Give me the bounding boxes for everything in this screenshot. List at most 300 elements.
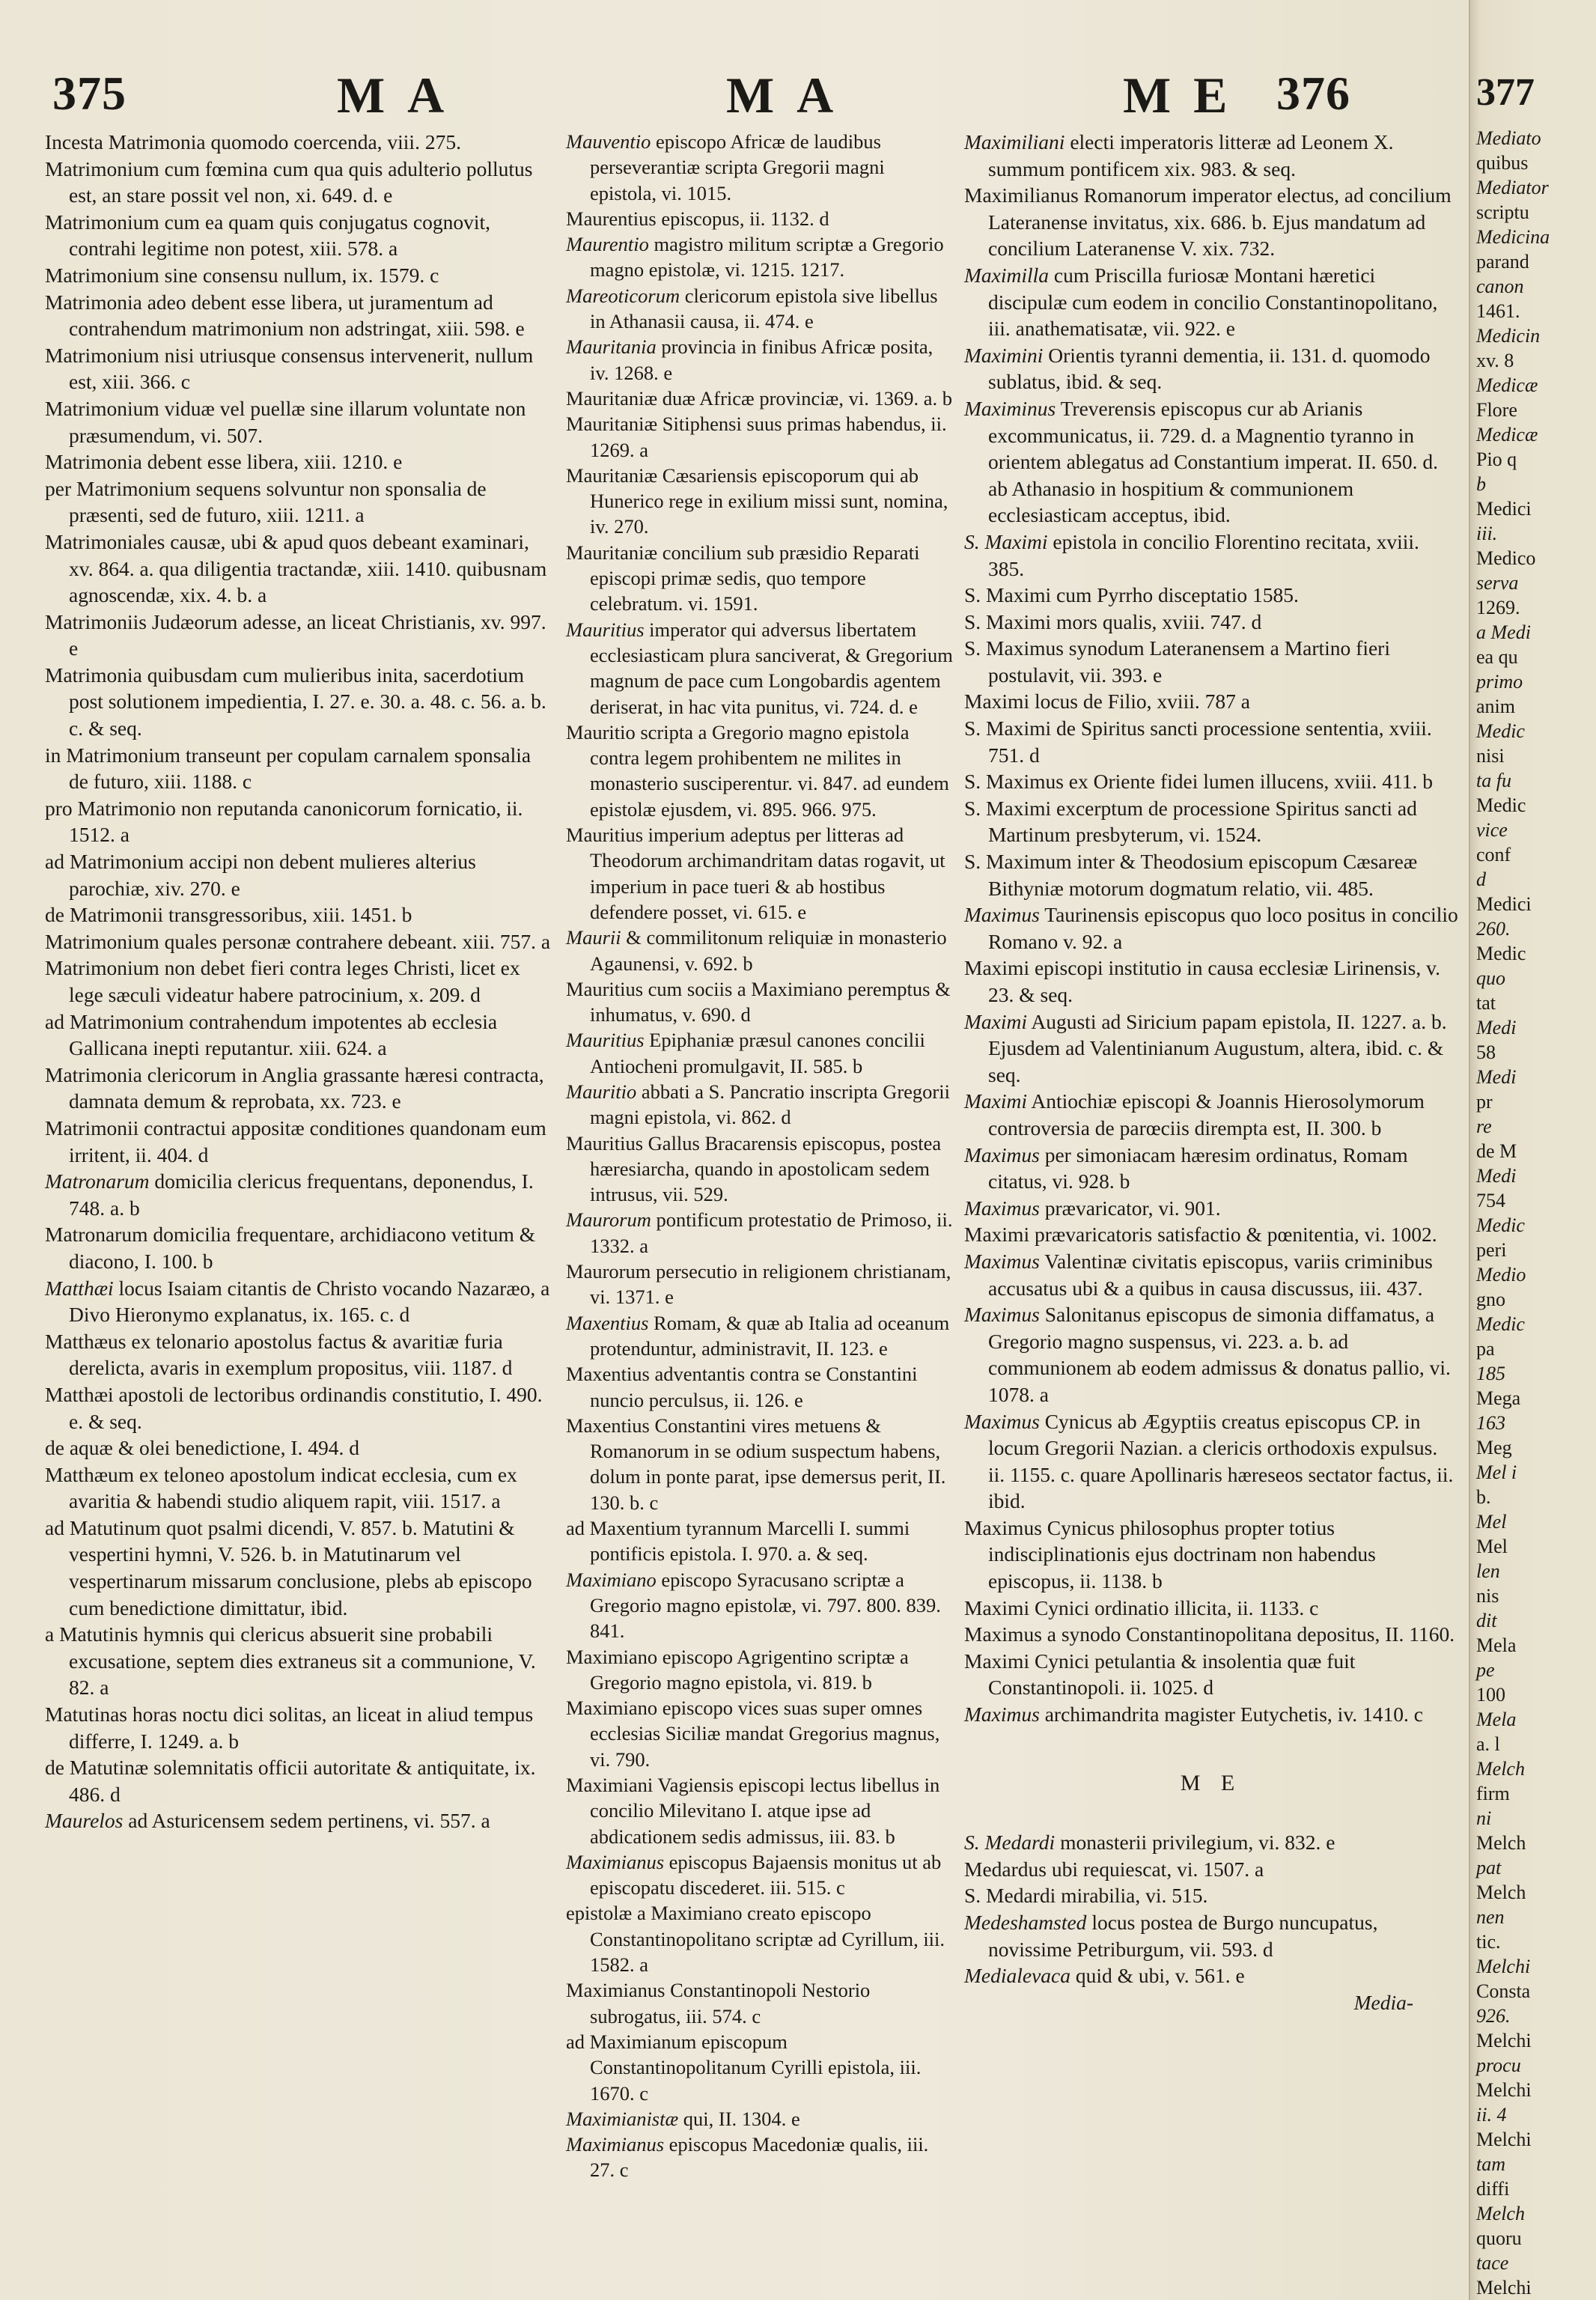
entry-text: Matrimoniis Judæorum adesse, an liceat Christianis, xv. 997. e (45, 609, 546, 660)
next-page-fragment: 926. (1476, 2005, 1511, 2027)
index-entry (45, 1515, 554, 1621)
entry-text: Mauritius Gallus Bracarensis episcopus, postea hæresiarcha, quando in apostolicam sedem intrusus, vii. 529. (566, 1131, 942, 1206)
next-page-number: 377 (1476, 71, 1535, 114)
index-entry (566, 1695, 955, 1772)
index-entry (45, 1701, 554, 1754)
next-page-fragment: nis (1476, 1585, 1499, 1607)
entry-text: episcopo Syracusano scriptæ a Gregorio magno epistolæ, vi. 797. 800. 839. 841. (590, 1568, 941, 1643)
index-entry (566, 411, 955, 463)
index-entry (964, 582, 1458, 609)
entry-text: Maximi locus de Filio, xviii. 787 a (964, 690, 1250, 714)
index-entry (566, 1515, 955, 1567)
entry-text: Matrimonium nisi utriusque consensus intervenerit, nullum est, xiii. 366. c (45, 343, 534, 394)
index-entry (964, 1301, 1458, 1408)
entry-text: Matrimonium non debet fieri contra leges Christi, licet ex lege sæculi videatur habere patrocinium, x. 209. d (45, 956, 520, 1006)
entry-headword: Maximus (964, 1249, 1040, 1273)
entry-text: Matrimonii contractui appositæ conditiones quandonam eum irritent, ii. 404. d (45, 1116, 546, 1166)
entry-headword: Maurorum (566, 1208, 651, 1232)
index-entry (566, 1977, 955, 2029)
index-entry (45, 1807, 554, 1834)
entry-text: imperator qui adversus libertatem ecclesiasticam plura sanciverat, & Gregorium magnum de pace cum Longobardis agentem deriserat, in hac vita punitus, vi. 724. d. e (590, 618, 953, 718)
entry-text: Matrimonia debent esse libera, xiii. 1210. e (45, 450, 403, 474)
next-page-fragment: Mega (1476, 1387, 1521, 1409)
next-page-fragment: Medic (1476, 1313, 1525, 1335)
index-entry (566, 334, 955, 386)
next-page-fragment: Melchi (1476, 2079, 1532, 2101)
next-page-fragment: ta fu (1476, 770, 1511, 791)
next-page-fragment: quoru (1476, 2227, 1522, 2249)
index-entry (566, 540, 955, 617)
index-entry (45, 1115, 554, 1168)
index-entry (964, 129, 1458, 182)
next-page-fragment: firm (1476, 1783, 1510, 1804)
index-entry (964, 1909, 1458, 1962)
next-page-fragment: conf (1476, 844, 1511, 865)
entry-text: Matthæus ex telonario apostolus factus & avaritiæ furia derelicta, avaris in exemplum propositus, viii. 1187. d (45, 1329, 513, 1380)
entry-headword: Maurelos (45, 1809, 124, 1833)
entry-headword: Maximiliani (964, 130, 1065, 153)
next-page-fragment: Medico (1476, 547, 1536, 569)
entry-text: monasterii privilegium, vi. 832. e (1055, 1831, 1335, 1855)
entry-headword: Mauritio (566, 1080, 637, 1103)
entry-text: Mauritaniæ concilium sub præsidio Reparati episcopi primæ sedis, quo tempore celebratum. vi. 1591. (566, 541, 920, 615)
entry-text: Matrimonia adeo debent esse libera, ut juramentum ad contrahendum matrimonium non adstringat, xiii. 598. e (45, 290, 525, 341)
next-page-fragment: tace (1476, 2252, 1509, 2274)
entry-text: Matrimonia quibusdam cum mulieribus inita, sacerdotium post solutionem impedientia, I. 27. e. 30. a. 48. c. 56. a. b. c. & seq. (45, 663, 546, 740)
next-page-fragment: primo (1476, 671, 1523, 693)
next-page-fragment: a. l (1476, 1733, 1500, 1755)
index-entry (964, 1515, 1458, 1595)
index-entry (566, 719, 955, 822)
entry-headword: Medialevaca (964, 1964, 1071, 1988)
entry-text: Maximiani Vagiensis episcopi lectus libellus in concilio Milevitano I. atque ipse ad abdicationem sedis admissus, iii. 83. b (566, 1774, 940, 1848)
next-page-fragment: 100 (1476, 1684, 1505, 1706)
entry-text: Matrimoniales causæ, ubi & apud quos debeant examinari, xv. 864. a. qua diligentia tractandæ, xiii. 1410. quibusnam agnoscendæ, xix. 4. b. a (45, 529, 547, 607)
next-page-fragment: serva (1476, 572, 1519, 594)
next-page-fragment: Mediato (1476, 127, 1541, 149)
entry-headword: Maximus (964, 1303, 1040, 1327)
entry-headword: Maurii (566, 926, 621, 949)
index-entry (964, 1856, 1458, 1883)
next-page-fragment: 260. (1476, 918, 1511, 940)
entry-text: Matthæum ex teloneo apostolum indicat ecclesia, cum ex avaritia & habendi studio aliquem rapit, viii. 1517. a (45, 1462, 517, 1513)
entry-headword: Maxentius (566, 1311, 649, 1334)
index-entry (964, 1882, 1458, 1909)
entry-text: ad Maxentium tyrannum Marcelli I. summi pontificis epistola. I. 970. a. & seq. (566, 1517, 910, 1566)
next-page-fragment: diffi (1476, 2178, 1510, 2200)
index-entry (566, 283, 955, 335)
index-entry (964, 262, 1458, 342)
index-entry (45, 262, 554, 289)
index-entry (45, 209, 554, 262)
entry-text: domicilia clericus frequentans, deponendus, I. 748. a. b (69, 1169, 534, 1220)
index-entry (964, 342, 1458, 395)
entry-text: provincia in finibus Africæ posita, iv. 1268. e (590, 335, 933, 384)
entry-headword: Maximus (964, 1143, 1040, 1166)
next-page-fragment: Flore (1476, 399, 1517, 421)
index-entry (566, 1259, 955, 1310)
index-entry (45, 1221, 554, 1274)
next-page-fragment: d (1476, 868, 1486, 890)
entry-text: clericorum epistola sive libellus in Athanasii causa, ii. 474. e (590, 284, 938, 333)
next-page-fragment: Medi (1476, 1017, 1517, 1038)
entry-text: Romam, & quæ ab Italia ad oceanum protenduntur, administravit, II. 123. e (590, 1311, 950, 1360)
entry-text: S. Medardi mirabilia, vi. 515. (964, 1884, 1208, 1908)
entry-text: Mauritaniæ duæ Africæ provinciæ, vi. 1369. a. b (566, 386, 952, 410)
next-page-fragment: Medicæ (1476, 374, 1538, 396)
index-entry (45, 156, 554, 209)
index-entry (45, 848, 554, 901)
index-entry (964, 848, 1458, 901)
index-entry (566, 1310, 955, 1362)
index-entry (964, 1829, 1458, 1856)
next-page-fragment: len (1476, 1560, 1500, 1582)
index-entry (45, 289, 554, 342)
next-page-fragment: ii. 4 (1476, 2104, 1507, 2126)
next-page-fragment: procu (1476, 2054, 1521, 2076)
next-page-fragment: canon (1476, 276, 1524, 297)
index-entry (45, 1754, 554, 1807)
entry-text: Maximi prævaricatoris satisfactio & pœnitentia, vi. 1002. (964, 1223, 1437, 1247)
next-page-fragment: Melchi (1476, 2129, 1532, 2150)
index-entry (964, 1142, 1458, 1195)
next-page-fragment: Meg (1476, 1437, 1512, 1458)
entry-text: Maxentius Constantini vires metuens & Romanorum in se odium suspectum habens, dolum in ponte parat, ipse demersus perit, II. 130. b. c (566, 1414, 946, 1514)
entry-text: Maximiano episcopo Agrigentino scriptæ a Gregorio magno epistola, vi. 819. b (566, 1645, 909, 1694)
entry-headword: Maximus (964, 1196, 1040, 1220)
next-page-fragment: Mediator (1476, 177, 1549, 198)
entry-headword: Mauritius (566, 1029, 645, 1052)
index-entry (964, 1221, 1458, 1248)
index-column-left (45, 129, 554, 1834)
index-entry (45, 901, 554, 928)
entry-text: Maximi episcopi institutio in causa ecclesiæ Lirinensis, v. 23. & seq. (964, 956, 1440, 1006)
index-entry (45, 395, 554, 448)
index-entry (45, 129, 554, 156)
index-entry (566, 2132, 955, 2183)
index-entry (964, 1248, 1458, 1301)
adjacent-page-edge (1469, 0, 1550, 2300)
next-page-fragment: pa (1476, 1338, 1495, 1360)
index-entry (45, 955, 554, 1008)
next-page-fragment: Mel i (1476, 1461, 1517, 1483)
index-entry (964, 529, 1458, 582)
entry-text: ad Matrimonium accipi non debent mulieres alterius parochiæ, xiv. 270. e (45, 850, 476, 900)
index-entry (45, 1461, 554, 1515)
next-page-fragment: Medicæ (1476, 424, 1538, 445)
right-page-number: 376 (1276, 67, 1350, 120)
next-page-fragment: Melchi (1476, 1956, 1531, 1977)
next-page-fragment: a Medi (1476, 621, 1531, 643)
next-page-fragment: Mela (1476, 1634, 1517, 1656)
entry-text: Mauritius imperium adeptus per litteras ad Theodorum archimandritam datas rogavit, ut imperium in pace tueri & ab hostibus defendere posset, vi. 615. e (566, 824, 945, 923)
entry-text: Epiphaniæ præsul canones concilii Antiocheni promulgavit, II. 585. b (590, 1029, 925, 1077)
entry-text: Maximus a synodo Constantinopolitana depositus, II. 1160. (964, 1622, 1455, 1646)
index-entry (566, 1772, 955, 1849)
entry-text: epistolæ a Maximiano creato episcopo Constantinopolitano scriptæ ad Cyrillum, iii. 1582. a (566, 1902, 945, 1977)
entry-headword: Maximi (964, 1009, 1028, 1033)
entry-text: Maximianus Constantinopoli Nestorio subrogatus, iii. 574. c (566, 1979, 871, 2027)
index-entry (964, 715, 1458, 768)
entry-text: Maximilianus Romanorum imperator electus, ad concilium Lateranense invitatus, xix. 686. b. Ejus mandatum ad concilium Lateranense V. xix. 732. (964, 183, 1452, 261)
index-entry (964, 688, 1458, 715)
index-entry (964, 1195, 1458, 1222)
next-page-fragment: scriptu (1476, 201, 1529, 223)
index-entry (566, 1644, 955, 1696)
next-page-fragment: re (1476, 1116, 1492, 1137)
index-entry (964, 768, 1458, 795)
entry-headword: Maximianus (566, 2133, 665, 2156)
entry-text: Matthæi apostoli de lectoribus ordinandis constitutio, I. 490. e. & seq. (45, 1382, 543, 1433)
entry-text: magistro militum scriptæ a Gregorio magno epistolæ, vi. 1215. 1217. (590, 233, 944, 282)
next-page-fragment: 163 (1476, 1412, 1505, 1434)
entry-text: Matrimonia clericorum in Anglia grassante hæresi contracta, damnata demum & reprobata, xx. 723. e (45, 1062, 544, 1113)
next-page-fragment: anim (1476, 696, 1515, 717)
index-entry (964, 182, 1458, 262)
next-page-fragment: Mela (1476, 1709, 1517, 1730)
index-entry (566, 206, 955, 231)
index-entry (964, 395, 1458, 529)
index-entry (45, 1381, 554, 1435)
index-entry (45, 662, 554, 742)
entry-text: epistola in concilio Florentino recitata, xviii. 385. (988, 529, 1419, 580)
entry-text: Medardus ubi requiescat, vi. 1507. a (964, 1857, 1264, 1881)
next-page-fragment: tic. (1476, 1931, 1501, 1953)
entry-text: pro Matrimonio non reputanda canonicorum fornicatio, ii. 1512. a (45, 796, 523, 847)
index-entry (566, 1900, 955, 1977)
next-page-fragment: Medicin (1476, 325, 1541, 347)
entry-text: qui, II. 1304. e (678, 2107, 800, 2130)
next-page-fragment: 58 (1476, 1041, 1496, 1063)
entry-headword: Maximus (964, 1703, 1040, 1726)
next-page-fragment: Medic (1476, 720, 1525, 742)
entry-text: Maxentius adventantis contra se Constantini nuncio perculsus, ii. 126. e (566, 1363, 918, 1411)
entry-text: Treverensis episcopus cur ab Arianis excommunicatus, ii. 729. d. a Magnentio tyranno in orientem ablegatus ad Constantium imperat. II. 650. d. ab Athanasio in hospitium & communionem ecclesiasticam acceptus, ibid. (988, 396, 1439, 527)
entry-text: abbati a S. Pancratio inscripta Gregorii magni epistola, vi. 862. d (590, 1080, 950, 1129)
index-entry (45, 795, 554, 848)
next-page-fragment: vice (1476, 819, 1508, 841)
entry-headword: Mauritania (566, 335, 657, 359)
entry-headword: Maximiano (566, 1568, 657, 1591)
entry-text: de Matrimonii transgressoribus, xiii. 1451. b (45, 903, 412, 927)
index-entry (964, 1595, 1458, 1622)
index-entry (566, 1413, 955, 1515)
next-page-fragment: 754 (1476, 1190, 1505, 1211)
entry-text: Maximi Cynici ordinatio illicita, ii. 1133. c (964, 1595, 1319, 1619)
entry-text: S. Maximus synodum Lateranensem a Martino fieri postulavit, vii. 393. e (964, 636, 1390, 687)
next-page-fragment: Pio q (1476, 448, 1517, 470)
next-page-fragment: quibus (1476, 152, 1529, 174)
index-entry (566, 1361, 955, 1413)
entry-text: & commilitonum reliquiæ in monasterio Agaunensi, v. 692. b (590, 926, 947, 975)
next-page-fragment: pe (1476, 1659, 1495, 1681)
next-page-fragment: Mel (1476, 1511, 1507, 1533)
entry-text: archimandrita magister Eutychetis, iv. 1410. c (1039, 1703, 1423, 1726)
index-entry (566, 976, 955, 1028)
next-page-fragment: Medio (1476, 1264, 1526, 1286)
next-page-fragment: b. (1476, 1486, 1491, 1508)
entry-text: S. Maximi excerptum de processione Spiritus sancti ad Martinum presbyterum, vi. 1524. (964, 796, 1417, 847)
left-running-head: MA (337, 67, 467, 124)
index-entry (566, 925, 955, 976)
index-column-center (566, 129, 955, 2183)
next-page-fragment: dit (1476, 1610, 1497, 1631)
next-page-fragment: 1461. (1476, 300, 1520, 322)
entry-text: S. Maximi mors qualis, xviii. 747. d (964, 609, 1262, 633)
entry-text: Mauritaniæ Sitiphensi suus primas habendus, ii. 1269. a (566, 413, 947, 461)
index-entry (45, 342, 554, 395)
next-page-fragment: nisi (1476, 745, 1505, 767)
entry-headword: Maximinus (964, 396, 1056, 420)
next-page-fragment: Consta (1476, 1980, 1531, 2002)
next-page-fragment: quo (1476, 967, 1505, 989)
index-entry (566, 1849, 955, 1901)
index-entry (45, 1328, 554, 1381)
entry-text: a Matutinis hymnis qui clericus absuerit sine probabili excusatione, septem dies extraneus sit a communione, V. 82. a (45, 1622, 536, 1700)
entry-text: Matrimonium sine consensu nullum, ix. 1579. c (45, 263, 439, 287)
index-entry (964, 1008, 1458, 1089)
index-entry (566, 1567, 955, 1644)
index-entry (964, 1648, 1458, 1701)
entry-text: ad Matutinum quot psalmi dicendi, V. 857. b. Matutini & vespertini hymni, V. 526. b. in Matutinarum vel vespertinarum missarum conclusione, plebs ab episcopo cum benedictione dimittatur, ibid. (45, 1515, 532, 1619)
next-page-fragment: b (1476, 473, 1486, 495)
entry-text: cum Priscilla furiosæ Montani hæretici discipulæ cum eodem in concilio Constantinopolitano, iii. anathematisatæ, vii. 922. e (988, 263, 1438, 341)
right-running-head: ME (1123, 67, 1250, 124)
entry-text: Matrimonium viduæ vel puellæ sine illarum voluntate non præsumendum, vi. 507. (45, 396, 526, 447)
entry-headword: Mauventio (566, 130, 651, 153)
entry-headword: Maximi (964, 1089, 1028, 1113)
entry-text: S. Maximi cum Pyrrho disceptatio 1585. (964, 583, 1299, 607)
entry-headword: S. Medardi (964, 1831, 1056, 1855)
index-entry (964, 1088, 1458, 1141)
next-page-fragment: Medici (1476, 893, 1532, 915)
entry-headword: Mareoticorum (566, 284, 680, 307)
index-entry (964, 1408, 1458, 1515)
next-page-fragment: de M (1476, 1140, 1517, 1162)
entry-headword: Mauritius (566, 618, 645, 641)
entry-text: Maurorum persecutio in religionem christianam, vi. 1371. e (566, 1260, 951, 1309)
index-entry (964, 1962, 1458, 1989)
next-page-fragment: ni (1476, 1807, 1492, 1829)
entry-text: episcopo Africæ de laudibus perseverantiæ scripta Gregorii magni epistola, vi. 1015. (590, 130, 885, 204)
next-page-fragment: ea qu (1476, 646, 1518, 668)
index-entry (45, 609, 554, 662)
entry-text: per simoniacam hæresim ordinatus, Romam citatus, vi. 928. b (988, 1143, 1408, 1193)
next-page-fragment: Mel (1476, 1536, 1508, 1557)
next-page-fragment: tat (1476, 992, 1496, 1014)
index-entry (45, 1435, 554, 1461)
entry-text: Cynicus ab Ægyptiis creatus episcopus CP. in locum Gregorii Nazian. a clericis orthodoxis expulsus. ii. 1155. c. quare Apollinaris hæreseos sectator factus, ii. ibid. (988, 1409, 1454, 1513)
next-page-fragment: Melchi (1476, 2277, 1532, 2299)
next-page-fragment: pr (1476, 1091, 1493, 1113)
index-entry (45, 1275, 554, 1328)
entry-text: Matrimonium quales personæ contrahere debeant. xiii. 757. a (45, 929, 551, 953)
index-entry (964, 1621, 1458, 1648)
left-page-number: 375 (52, 67, 127, 120)
entry-headword: Maximini (964, 343, 1044, 367)
next-page-fragment: Melch (1476, 1832, 1526, 1854)
index-entry (964, 635, 1458, 688)
next-page-fragment: Medic (1476, 794, 1526, 816)
index-entry (45, 1621, 554, 1701)
entry-text: Matutinas horas noctu dici solitas, an liceat in aliud tempus differre, I. 1249. a. b (45, 1703, 534, 1753)
entry-headword: Maximianistæ (566, 2107, 679, 2130)
index-entry (964, 955, 1458, 1008)
index-entry (964, 609, 1458, 636)
next-page-fragment: 185 (1476, 1363, 1505, 1384)
entry-text: pontificum protestatio de Primoso, ii. 1332. a (590, 1208, 953, 1257)
next-page-fragment: Melchi (1476, 2030, 1532, 2051)
entry-text: episcopus Bajaensis monitus ut ab episcopatu discederet. iii. 515. c (590, 1850, 942, 1899)
entry-text: ad Maximianum episcopum Constantinopolitanum Cyrilli epistola, iii. 1670. c (566, 2030, 922, 2105)
index-entry (566, 463, 955, 540)
next-page-fragment: Melch (1476, 1758, 1525, 1780)
index-entry (45, 742, 554, 795)
entry-text: episcopus Macedoniæ qualis, iii. 27. c (590, 2133, 929, 2182)
entry-text: ad Asturicensem sedem pertinens, vi. 557. a (123, 1809, 490, 1833)
entry-text: Maurentius episcopus, ii. 1132. d (566, 207, 829, 230)
entry-text: locus Isaiam citantis de Christo vocando Nazaræo, a Divo Hieronymo explanatus, ix. 165. c. d (69, 1276, 550, 1327)
entry-text: electi imperatoris litteræ ad Leonem X. summum pontificem xix. 983. & seq. (988, 130, 1394, 180)
entry-text: de Matutinæ solemnitatis officii autoritate & antiquitate, ix. 486. d (45, 1756, 536, 1806)
index-entry (45, 448, 554, 475)
next-page-fragment: gno (1476, 1289, 1505, 1310)
next-page-fragment: xv. 8 (1476, 350, 1514, 371)
index-entry (566, 617, 955, 719)
next-page-fragment: peri (1476, 1239, 1507, 1261)
index-entry (964, 901, 1458, 955)
entry-headword: Maurentio (566, 233, 649, 256)
next-page-fragments (1476, 126, 1596, 2300)
entry-text: ad Matrimonium contrahendum impotentes ab ecclesia Gallicana inepti reputantur. xiii. 624. a (45, 1009, 498, 1060)
next-page-fragment: Melch (1476, 2203, 1525, 2224)
next-page-fragment: Melch (1476, 1881, 1526, 1903)
entry-headword: S. Maximi (964, 529, 1048, 553)
entry-text: prævaricator, vi. 901. (1039, 1196, 1221, 1220)
entry-text: Maximiano episcopo vices suas super omnes ecclesias Siciliæ mandat Gregorius magnus, vi. 790. (566, 1697, 940, 1771)
entry-text: locus postea de Burgo nuncupatus, novissime Petriburgum, vii. 593. d (988, 1911, 1378, 1961)
next-page-fragment: Medicina (1476, 226, 1550, 248)
next-page-fragment: Medi (1476, 1165, 1517, 1187)
index-entry (566, 2029, 955, 2106)
next-page-fragment: parand (1476, 251, 1529, 273)
next-page-fragment: Medi (1476, 1066, 1517, 1088)
next-page-fragment: Medici (1476, 498, 1532, 520)
entry-text: in Matrimonium transeunt per copulam carnalem sponsalia de futuro, xiii. 1188. c (45, 743, 532, 794)
next-page-fragment: 1269. (1476, 597, 1520, 618)
index-entry (45, 1062, 554, 1115)
entry-text: Valentinæ civitatis episcopus, variis criminibus accusatus ubi & a quibus in causa discussus, iii. 437. (988, 1249, 1433, 1300)
entry-text: Matronarum domicilia frequentare, archidiacono vetitum & diacono, I. 100. b (45, 1223, 536, 1273)
index-entry (45, 1008, 554, 1062)
entry-text: Maximi Cynici petulantia & insolentia quæ fuit Constantinopoli. ii. 1025. d (964, 1649, 1356, 1700)
entry-text: Augusti ad Siricium papam epistola, II. 1227. a. b. Ejusdem ad Valentinianum Augustum, altera, ibid. c. & seq. (988, 1009, 1447, 1086)
entry-text: Salonitanus episcopus de simonia diffamatus, a Gregorio magno suspensus, vi. 223. a. b. ad communionem ab eodem admissus & donatus pallio, vi. 1078. a (988, 1303, 1451, 1406)
index-entry (45, 928, 554, 955)
index-column-right (964, 129, 1458, 2015)
index-entry (964, 795, 1458, 848)
entry-text: Mauritaniæ Cæsariensis episcoporum qui ab Hunerico rege in exilium missi sunt, nomina, iv. 270. (566, 463, 948, 538)
next-page-fragment: nen (1476, 1906, 1505, 1928)
entry-text: Matrimonium cum ea quam quis conjugatus cognovit, contrahi legitime non potest, xiii. 578. a (45, 210, 490, 261)
entry-text: de aquæ & olei benedictione, I. 494. d (45, 1436, 360, 1460)
entry-text: Antiochiæ episcopi & Joannis Hierosolymorum controversia de parœciis dirempta est, II. 300. b (988, 1089, 1425, 1140)
index-entry (45, 475, 554, 529)
entry-headword: Maximus (964, 903, 1040, 927)
index-entry (566, 2106, 955, 2132)
entry-text: Maximus Cynicus philosophus propter totius indisciplinationis ejus doctrinam non habendus episcopus, ii. 1138. b (964, 1515, 1376, 1593)
index-entry (566, 1207, 955, 1259)
